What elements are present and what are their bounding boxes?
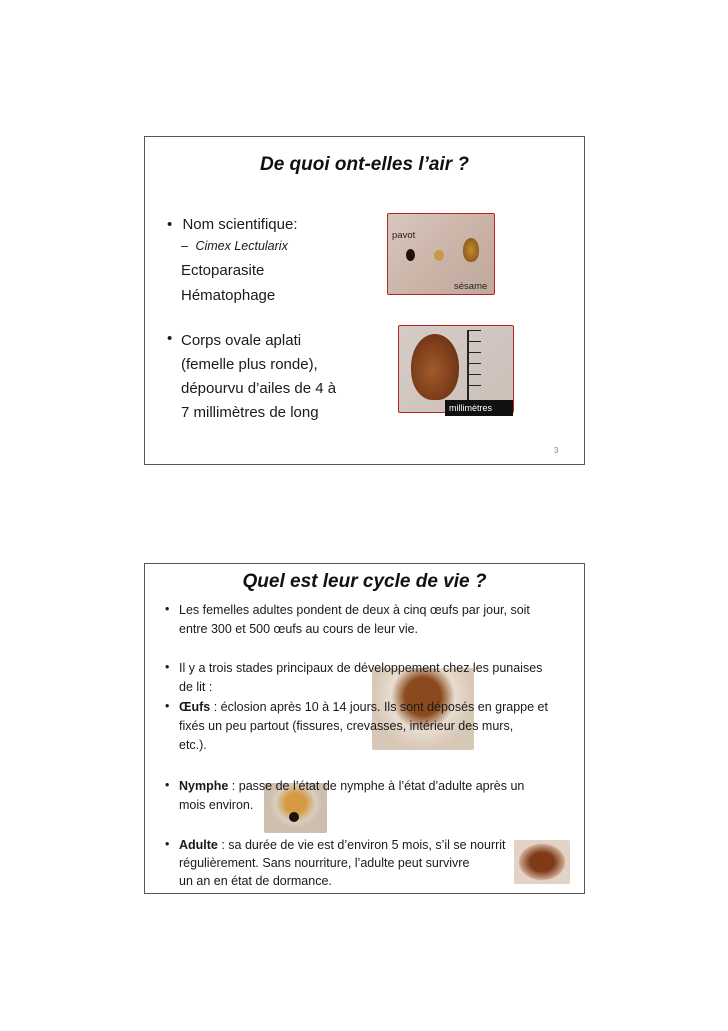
- page-number: 3: [554, 446, 559, 455]
- bullet-eggs-per-day: •: [165, 602, 170, 616]
- sesame-seed: [463, 238, 479, 262]
- ruler: [467, 330, 481, 400]
- bullet-body-description: •: [167, 330, 173, 347]
- slide-1-title: De quoi ont-elles l’air ?: [259, 154, 470, 175]
- species-name: – Cimex Lectularix: [181, 239, 288, 253]
- bedbug-body: [411, 334, 459, 400]
- bedbug-small-photo: [514, 840, 570, 884]
- bullet-adulte: •: [165, 837, 170, 851]
- body-description-text: Corps ovale aplati (femelle plus ronde), dépourvu d’ailes de 4 à 7 millimètres de long: [181, 332, 337, 421]
- bullet-scientific-name: • Nom scientifique:: [167, 216, 298, 233]
- oeufs-text: Œufs : éclosion après 10 à 14 jours. Ils sont déposés en grappe et fixés un peu partout (fissures, crevasses, intérieur des murs, etc.).: [179, 700, 548, 752]
- slide-1: [144, 136, 585, 465]
- slide-2: [144, 563, 585, 894]
- bullet-stages: •: [165, 660, 170, 674]
- hematophage-text: Hématophage: [181, 287, 276, 304]
- stages-text: Il y a trois stades principaux de développement chez les punaises de lit :: [179, 661, 543, 694]
- nymphe-text: Nymphe : passe de l’état de nymphe à l’état d’adulte après un mois environ.: [179, 779, 525, 812]
- ectoparasite-text: Ectoparasite: [181, 262, 265, 279]
- seed-comparison-image: pavot sésame: [387, 213, 495, 295]
- eggs-per-day-text: Les femelles adultes pondent de deux à cinq œufs par jour, soit entre 300 et 500 œufs au cours de leur vie.: [179, 603, 530, 636]
- bullet-nymphe: •: [165, 778, 170, 792]
- bedbug-small: [434, 250, 444, 261]
- bullet-oeufs: •: [165, 699, 170, 713]
- millimetres-label: millimètres: [445, 400, 513, 416]
- adulte-text: Adulte : sa durée de vie est d’environ 5 mois, s’il se nourrit régulièrement. Sans nourriture, l’adulte peut survivre un an en état de dormance.: [179, 838, 506, 888]
- poppy-seed: [406, 249, 415, 261]
- slide-2-title: Quel est leur cycle de vie ?: [242, 571, 487, 592]
